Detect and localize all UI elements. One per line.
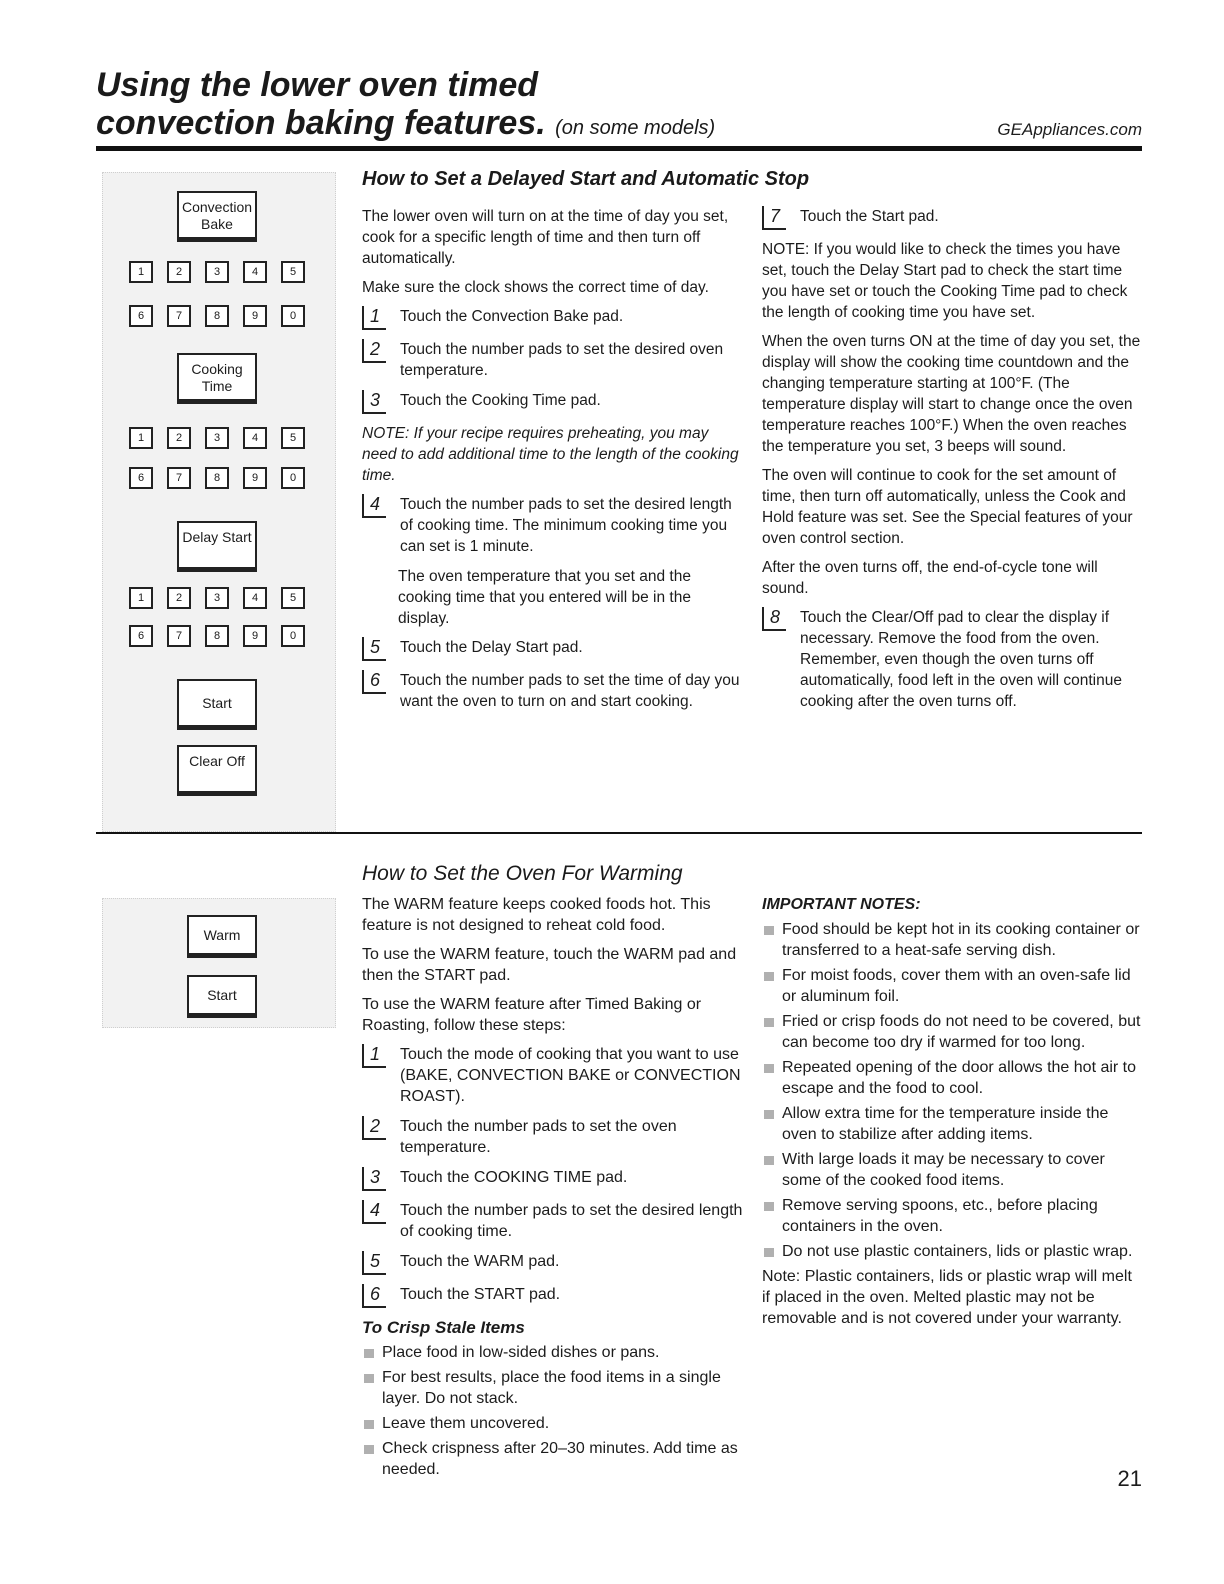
- key-5: 5: [281, 261, 305, 283]
- delay-start-pad: Delay Start: [177, 521, 257, 569]
- section1-note1: NOTE: If your recipe requires preheating, you may need to add additional time to the length of the cooking time.: [362, 425, 739, 484]
- step-number: 5: [362, 1251, 386, 1275]
- step-number: 1: [362, 1044, 386, 1068]
- crisp-list: [362, 1342, 746, 1480]
- section1-heading: How to Set a Delayed Start and Automatic Stop: [362, 168, 810, 190]
- crisp-heading: To Crisp Stale Items: [362, 1318, 525, 1337]
- control-panel-illustration: [102, 172, 336, 832]
- step-number: 8: [762, 607, 786, 631]
- section1-para2: The oven will continue to cook for the set amount of time, then turn off automatically, unless the Cook and Hold feature was set. See the Special features of your oven control section.: [762, 467, 1133, 547]
- section2-col-right: [762, 894, 1142, 1337]
- key-5: 5: [281, 587, 305, 609]
- warm-start-pad: Start: [187, 975, 257, 1015]
- step-7: [762, 206, 1142, 230]
- page-number: 21: [1117, 1466, 1142, 1491]
- key-7: 7: [167, 305, 191, 327]
- step-number: 3: [362, 1167, 386, 1191]
- list-item: Place food in low-sided dishes or pans.: [362, 1342, 746, 1363]
- key-9: 9: [243, 305, 267, 327]
- key-8: 8: [205, 467, 229, 489]
- step-text: Touch the number pads to set the desired length of cooking time. The minimum cooking time you can set is 1 minute.: [400, 496, 732, 555]
- key-2: 2: [167, 587, 191, 609]
- step-number: 1: [362, 306, 386, 330]
- list-item: For moist foods, cover them with an oven-safe lid or aluminum foil.: [762, 965, 1142, 1007]
- step-number: 2: [362, 339, 386, 363]
- title-suffix: (on some models): [555, 117, 716, 139]
- page-title: [96, 66, 715, 147]
- section1-para1: When the oven turns ON at the time of day you set, the display will show the cooking time countdown and the changing temperature starting at 100°F. (The temperature display will start to change once the oven temperature reaches 100°F.) When the oven reaches the temperature you set, 3 beeps will sound.: [762, 333, 1141, 455]
- step-text: Touch the number pads to set the time of day you want the oven to turn on and start cooking.: [400, 672, 740, 710]
- step-text: Touch the number pads to set the desired length of cooking time.: [400, 1202, 743, 1240]
- step-text: Touch the Clear/Off pad to clear the display if necessary. Remove the food from the oven. Remember, even though the oven turns off automatically, food left in the oven will continue cooking after the oven turns off.: [800, 609, 1122, 710]
- key-3: 3: [205, 261, 229, 283]
- key-4: 4: [243, 261, 267, 283]
- step-number: 3: [362, 390, 386, 414]
- section1-intro2: Make sure the clock shows the correct time of day.: [362, 279, 709, 296]
- list-item: Food should be kept hot in its cooking container or transferred to a heat-safe serving dish.: [762, 919, 1142, 961]
- step-2: [362, 339, 742, 381]
- list-item: Leave them uncovered.: [362, 1413, 746, 1434]
- section2-p3: To use the WARM feature after Timed Baking or Roasting, follow these steps:: [362, 996, 702, 1034]
- list-item: With large loads it may be necessary to cover some of the cooked food items.: [762, 1149, 1142, 1191]
- list-item: Allow extra time for the temperature inside the oven to stabilize after adding items.: [762, 1103, 1142, 1145]
- step-text: Touch the WARM pad.: [400, 1253, 560, 1270]
- step-text: Touch the mode of cooking that you want to use (BAKE, CONVECTION BAKE or CONVECTION ROAST).: [400, 1046, 741, 1105]
- key-2: 2: [167, 261, 191, 283]
- warm-pad: Warm: [187, 915, 257, 955]
- section2-p2: To use the WARM feature, touch the WARM pad and then the START pad.: [362, 946, 737, 984]
- warm-step-2: [362, 1116, 746, 1158]
- cooking-time-pad: Cooking Time: [177, 353, 257, 401]
- warm-panel-illustration: [102, 898, 336, 1028]
- key-4: 4: [243, 427, 267, 449]
- key-6: 6: [129, 305, 153, 327]
- step-6: [362, 670, 742, 712]
- step-number: 6: [362, 670, 386, 694]
- warm-step-5: [362, 1251, 746, 1275]
- section1-para3: After the oven turns off, the end-of-cycle tone will sound.: [762, 559, 1098, 597]
- site-url: GEAppliances.com: [997, 120, 1142, 139]
- step-text: Touch the Start pad.: [800, 208, 939, 225]
- list-item: Check crispness after 20–30 minutes. Add time as needed.: [362, 1438, 746, 1480]
- section1-col-right: [762, 206, 1142, 721]
- warm-step-1: [362, 1044, 746, 1107]
- key-0: 0: [281, 305, 305, 327]
- key-1: 1: [129, 427, 153, 449]
- key-7: 7: [167, 625, 191, 647]
- list-item: For best results, place the food items in a single layer. Do not stack.: [362, 1367, 746, 1409]
- step-text: Touch the Delay Start pad.: [400, 639, 583, 656]
- important-list: [762, 919, 1142, 1262]
- key-3: 3: [205, 587, 229, 609]
- key-5: 5: [281, 427, 305, 449]
- step-text: Touch the number pads to set the desired oven temperature.: [400, 341, 724, 379]
- plastic-note: Note: Plastic containers, lids or plastic wrap will melt if placed in the oven. Melted plastic may not be removable and is not covered under your warranty.: [762, 1268, 1132, 1327]
- step-4-continued: The oven temperature that you set and the cooking time that you entered will be in the display.: [398, 568, 691, 627]
- step-4: [362, 494, 742, 557]
- step-number: 4: [362, 1200, 386, 1224]
- title-line-2: [96, 104, 715, 147]
- step-number: 4: [362, 494, 386, 518]
- step-8: [762, 607, 1142, 712]
- key-2: 2: [167, 427, 191, 449]
- list-item: Do not use plastic containers, lids or plastic wrap.: [762, 1241, 1142, 1262]
- section1-note2: NOTE: If you would like to check the times you have set, touch the Delay Start pad to check the start time you have set or touch the Cooking Time pad to check the length of cooking time you have set.: [762, 241, 1128, 321]
- step-number: 2: [362, 1116, 386, 1140]
- key-0: 0: [281, 625, 305, 647]
- key-1: 1: [129, 261, 153, 283]
- step-text: Touch the number pads to set the oven temperature.: [400, 1118, 677, 1156]
- step-text: Touch the START pad.: [400, 1286, 561, 1303]
- key-7: 7: [167, 467, 191, 489]
- key-9: 9: [243, 625, 267, 647]
- key-6: 6: [129, 467, 153, 489]
- key-4: 4: [243, 587, 267, 609]
- section2-col-left: [362, 894, 746, 1484]
- step-text: Touch the COOKING TIME pad.: [400, 1169, 628, 1186]
- key-9: 9: [243, 467, 267, 489]
- key-8: 8: [205, 305, 229, 327]
- step-text: Touch the Convection Bake pad.: [400, 308, 624, 325]
- warm-step-3: [362, 1167, 746, 1191]
- step-5: [362, 637, 742, 661]
- section1-intro1: The lower oven will turn on at the time of day you set, cook for a specific length of time and then turn off automatically.: [362, 208, 729, 267]
- convection-bake-pad: Convection Bake: [177, 191, 257, 239]
- title-line-1: Using the lower oven timed: [96, 66, 539, 104]
- important-heading: IMPORTANT NOTES:: [762, 896, 921, 913]
- title-main: convection baking features.: [96, 104, 546, 142]
- key-3: 3: [205, 427, 229, 449]
- section2-p1: The WARM feature keeps cooked foods hot. This feature is not designed to reheat cold food.: [362, 896, 711, 934]
- step-number: 7: [762, 206, 786, 230]
- step-text: Touch the Cooking Time pad.: [400, 392, 601, 409]
- list-item: Repeated opening of the door allows the hot air to escape and the food to cool.: [762, 1057, 1142, 1099]
- key-1: 1: [129, 587, 153, 609]
- clear-off-pad: Clear Off: [177, 745, 257, 793]
- step-number: 6: [362, 1284, 386, 1308]
- section-divider: [96, 832, 1142, 834]
- list-item: Fried or crisp foods do not need to be covered, but can become too dry if warmed for too long.: [762, 1011, 1142, 1053]
- step-number: 5: [362, 637, 386, 661]
- section1-col-left: [362, 206, 742, 721]
- warm-step-6: [362, 1284, 746, 1308]
- key-8: 8: [205, 625, 229, 647]
- start-pad: Start: [177, 679, 257, 727]
- section2-heading: How to Set the Oven For Warming: [362, 862, 683, 885]
- step-3: [362, 390, 742, 414]
- header-rule: [96, 146, 1142, 151]
- step-1: [362, 306, 742, 330]
- key-0: 0: [281, 467, 305, 489]
- warm-step-4: [362, 1200, 746, 1242]
- key-6: 6: [129, 625, 153, 647]
- list-item: Remove serving spoons, etc., before placing containers in the oven.: [762, 1195, 1142, 1237]
